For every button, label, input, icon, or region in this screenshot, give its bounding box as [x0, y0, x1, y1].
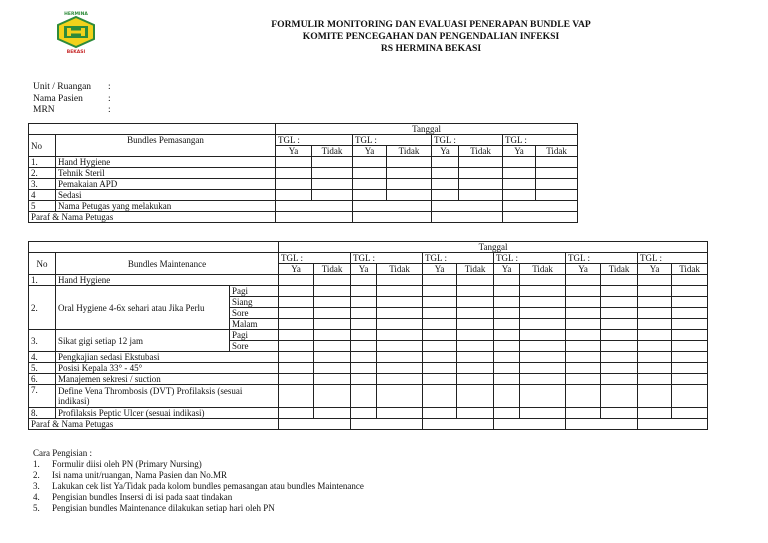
check-cell[interactable] — [536, 179, 578, 190]
tidak-header: Tidak — [312, 146, 353, 157]
check-cell[interactable] — [314, 408, 351, 419]
check-cell[interactable] — [423, 286, 457, 297]
check-cell[interactable] — [566, 275, 601, 286]
check-cell[interactable] — [494, 341, 520, 352]
check-cell[interactable] — [314, 319, 351, 330]
check-cell[interactable] — [672, 385, 708, 408]
table-row: 6. Manajemen sekresi / suction — [29, 374, 708, 385]
check-cell[interactable] — [377, 275, 423, 286]
check-cell[interactable] — [494, 319, 520, 330]
check-cell[interactable] — [312, 157, 353, 168]
check-cell[interactable] — [638, 408, 672, 419]
check-cell[interactable] — [520, 275, 566, 286]
check-cell[interactable] — [566, 308, 601, 319]
check-cell[interactable] — [351, 319, 377, 330]
list-item: 2. Isi nama unit/ruangan, Nama Pasien dan No.MR — [33, 470, 227, 480]
check-cell[interactable] — [601, 341, 638, 352]
check-cell[interactable] — [351, 286, 377, 297]
check-cell[interactable] — [314, 341, 351, 352]
check-cell[interactable] — [353, 157, 387, 168]
check-cell[interactable] — [279, 275, 314, 286]
check-cell[interactable] — [423, 408, 457, 419]
check-cell[interactable] — [314, 308, 351, 319]
paraf-label: Paraf & Nama Petugas — [29, 419, 279, 430]
check-cell[interactable] — [601, 286, 638, 297]
check-cell[interactable] — [351, 352, 377, 363]
check-cell[interactable] — [503, 190, 536, 201]
check-cell[interactable] — [351, 275, 377, 286]
check-cell[interactable] — [638, 275, 672, 286]
tgl-field[interactable]: TGL : — [351, 253, 423, 264]
table-row: 2. Tehnik Steril — [29, 168, 578, 179]
check-cell[interactable] — [423, 385, 457, 408]
check-cell[interactable] — [566, 363, 601, 374]
check-cell[interactable] — [638, 286, 672, 297]
check-cell[interactable] — [279, 319, 314, 330]
check-cell[interactable] — [494, 374, 520, 385]
paraf-cell[interactable] — [279, 419, 351, 430]
petugas-cell[interactable] — [353, 201, 432, 212]
paraf-cell[interactable] — [423, 419, 494, 430]
check-cell[interactable] — [423, 308, 457, 319]
tgl-field[interactable]: TGL : — [432, 135, 503, 146]
check-cell[interactable] — [672, 297, 708, 308]
check-cell[interactable] — [638, 374, 672, 385]
check-cell[interactable] — [601, 319, 638, 330]
check-cell[interactable] — [520, 374, 566, 385]
paraf-cell[interactable] — [432, 212, 503, 223]
paraf-cell[interactable] — [353, 212, 432, 223]
check-cell[interactable] — [423, 330, 457, 341]
check-cell[interactable] — [672, 275, 708, 286]
check-cell[interactable] — [520, 297, 566, 308]
check-cell[interactable] — [351, 297, 377, 308]
logo-bottom-text: BEKASI — [66, 50, 86, 54]
check-cell[interactable] — [351, 408, 377, 419]
check-cell[interactable] — [353, 168, 387, 179]
table-row: 3. Sikat gigi setiap 12 jam Pagi — [29, 330, 708, 341]
petugas-cell[interactable] — [432, 201, 503, 212]
tidak-header: Tidak — [377, 264, 423, 275]
tidak-header: Tidak — [314, 264, 351, 275]
table-row: Malam — [29, 319, 708, 330]
check-cell[interactable] — [377, 341, 423, 352]
check-cell[interactable] — [314, 363, 351, 374]
mrn-label: MRN — [33, 105, 55, 115]
check-cell[interactable] — [638, 385, 672, 408]
check-cell[interactable] — [377, 319, 423, 330]
check-cell[interactable] — [351, 374, 377, 385]
ya-header: Ya — [423, 264, 457, 275]
check-cell[interactable] — [279, 408, 314, 419]
mrn-field[interactable]: MRN : — [33, 105, 111, 115]
check-cell[interactable] — [377, 363, 423, 374]
check-cell[interactable] — [566, 374, 601, 385]
check-cell[interactable] — [672, 308, 708, 319]
check-cell[interactable] — [457, 363, 494, 374]
check-cell[interactable] — [601, 374, 638, 385]
tidak-header: Tidak — [601, 264, 638, 275]
logo-top-text: HERMINA — [64, 12, 88, 17]
check-cell[interactable] — [459, 168, 503, 179]
check-cell[interactable] — [457, 297, 494, 308]
check-cell[interactable] — [276, 190, 312, 201]
check-cell[interactable] — [432, 190, 459, 201]
check-cell[interactable] — [312, 168, 353, 179]
table-row: 8. Profilaksis Peptic Ulcer (sesuai indikasi) — [29, 408, 708, 419]
check-cell[interactable] — [423, 341, 457, 352]
check-cell[interactable] — [672, 352, 708, 363]
check-cell[interactable] — [566, 319, 601, 330]
ya-header: Ya — [353, 146, 387, 157]
check-cell[interactable] — [638, 308, 672, 319]
title-line-3: RS HERMINA BEKASI — [380, 43, 482, 54]
check-cell[interactable] — [566, 408, 601, 419]
check-cell[interactable] — [377, 352, 423, 363]
tidak-header: Tidak — [387, 146, 432, 157]
tgl-field[interactable]: TGL : — [503, 135, 578, 146]
ya-header: Ya — [279, 264, 314, 275]
paraf-label: Paraf & Nama Petugas — [29, 212, 276, 223]
check-cell[interactable] — [503, 179, 536, 190]
tgl-field[interactable]: TGL : — [353, 135, 432, 146]
check-cell[interactable] — [314, 352, 351, 363]
check-cell[interactable] — [351, 363, 377, 374]
table-row: 7. Define Vena Thrombosis (DVT) Profilaksis (sesuai indikasi) — [29, 385, 708, 408]
check-cell[interactable] — [494, 308, 520, 319]
check-cell[interactable] — [672, 286, 708, 297]
check-cell[interactable] — [457, 308, 494, 319]
check-cell[interactable] — [638, 297, 672, 308]
check-cell[interactable] — [601, 330, 638, 341]
check-cell[interactable] — [494, 352, 520, 363]
check-cell[interactable] — [457, 275, 494, 286]
paraf-cell[interactable] — [638, 419, 708, 430]
paraf-cell[interactable] — [351, 419, 423, 430]
paraf-cell[interactable] — [566, 419, 638, 430]
check-cell[interactable] — [377, 385, 423, 408]
patient-name-field[interactable]: Nama Pasien : — [33, 93, 111, 104]
check-cell[interactable] — [672, 341, 708, 352]
title-line-2: KOMITE PENCEGAHAN DAN PENGENDALIAN INFEKSI — [302, 31, 560, 42]
bundles-maintenance-header: Bundles Maintenance — [56, 253, 279, 275]
instructions-title: Cara Pengisian : — [33, 448, 92, 458]
check-cell[interactable] — [520, 352, 566, 363]
no-header: No — [29, 135, 56, 157]
check-cell[interactable] — [520, 330, 566, 341]
check-cell[interactable] — [503, 168, 536, 179]
check-cell[interactable] — [566, 352, 601, 363]
tgl-field[interactable]: TGL : — [279, 253, 351, 264]
paraf-cell[interactable] — [276, 212, 353, 223]
check-cell[interactable] — [494, 330, 520, 341]
check-cell[interactable] — [638, 363, 672, 374]
tgl-field[interactable]: TGL : — [566, 253, 638, 264]
check-cell[interactable] — [494, 385, 520, 408]
ya-header: Ya — [432, 146, 459, 157]
check-cell[interactable] — [351, 341, 377, 352]
check-cell[interactable] — [520, 385, 566, 408]
check-cell[interactable] — [638, 341, 672, 352]
petugas-cell[interactable] — [503, 201, 578, 212]
check-cell[interactable] — [423, 319, 457, 330]
check-cell[interactable] — [459, 179, 503, 190]
check-cell[interactable] — [601, 308, 638, 319]
check-cell[interactable] — [423, 374, 457, 385]
tanggal-header: Tanggal — [279, 242, 708, 253]
check-cell[interactable] — [536, 190, 578, 201]
check-cell[interactable] — [566, 385, 601, 408]
check-cell[interactable] — [457, 330, 494, 341]
check-cell[interactable] — [423, 363, 457, 374]
check-cell[interactable] — [457, 385, 494, 408]
list-item: 5. Pengisian bundles Maintenance dilakukan setiap hari oleh PN — [33, 503, 275, 513]
check-cell[interactable] — [423, 275, 457, 286]
check-cell[interactable] — [520, 363, 566, 374]
check-cell[interactable] — [494, 408, 520, 419]
check-cell[interactable] — [314, 385, 351, 408]
check-cell[interactable] — [494, 275, 520, 286]
title-line-1: FORMULIR MONITORING DAN EVALUASI PENERAPAN BUNDLE VAP — [271, 19, 591, 30]
check-cell[interactable] — [312, 190, 353, 201]
check-cell[interactable] — [377, 297, 423, 308]
ya-header: Ya — [351, 264, 377, 275]
paraf-cell[interactable] — [503, 212, 578, 223]
check-cell[interactable] — [566, 297, 601, 308]
check-cell[interactable] — [314, 275, 351, 286]
check-cell[interactable] — [279, 330, 314, 341]
check-cell[interactable] — [520, 286, 566, 297]
check-cell[interactable] — [520, 341, 566, 352]
check-cell[interactable] — [503, 157, 536, 168]
check-cell[interactable] — [566, 286, 601, 297]
filling-instructions — [33, 448, 364, 514]
tidak-header: Tidak — [520, 264, 566, 275]
check-cell[interactable] — [672, 330, 708, 341]
table-row: 2. Oral Hygiene 4-6x sehari atau Jika Perlu Pagi — [29, 286, 708, 297]
bundles-pemasangan-header: Bundles Pemasangan — [56, 135, 276, 157]
check-cell[interactable] — [279, 385, 314, 408]
check-cell[interactable] — [494, 286, 520, 297]
check-cell[interactable] — [351, 308, 377, 319]
hermina-logo-icon — [50, 8, 102, 54]
check-cell[interactable] — [432, 179, 459, 190]
check-cell[interactable] — [279, 374, 314, 385]
table-row: 4. Pengkajian sedasi Ekstubasi — [29, 352, 708, 363]
check-cell[interactable] — [314, 374, 351, 385]
check-cell[interactable] — [638, 352, 672, 363]
bundles-pemasangan-table — [28, 123, 578, 223]
tidak-header: Tidak — [459, 146, 503, 157]
check-cell[interactable] — [457, 352, 494, 363]
check-cell[interactable] — [601, 275, 638, 286]
check-cell[interactable] — [351, 385, 377, 408]
list-item: 4. Pengisian bundles Insersi di isi pada saat tindakan — [33, 492, 233, 502]
tidak-header: Tidak — [457, 264, 494, 275]
check-cell[interactable] — [377, 330, 423, 341]
paraf-row — [29, 419, 708, 430]
no-header: No — [29, 253, 56, 275]
check-cell[interactable] — [314, 286, 351, 297]
paraf-row — [29, 212, 578, 223]
check-cell[interactable] — [432, 157, 459, 168]
table-row: Sore — [29, 308, 708, 319]
patient-name-label: Nama Pasien — [33, 93, 83, 104]
check-cell[interactable] — [312, 179, 353, 190]
tgl-field[interactable]: TGL : — [494, 253, 566, 264]
check-cell[interactable] — [314, 330, 351, 341]
check-cell[interactable] — [457, 408, 494, 419]
form-title — [200, 19, 662, 55]
check-cell[interactable] — [601, 385, 638, 408]
check-cell[interactable] — [279, 363, 314, 374]
check-cell[interactable] — [387, 190, 432, 201]
check-cell[interactable] — [494, 297, 520, 308]
check-cell[interactable] — [459, 157, 503, 168]
check-cell[interactable] — [601, 297, 638, 308]
check-cell[interactable] — [536, 157, 578, 168]
check-cell[interactable] — [672, 408, 708, 419]
list-item: 1. Formulir diisi oleh PN (Primary Nursing) — [33, 459, 202, 469]
check-cell[interactable] — [566, 330, 601, 341]
check-cell[interactable] — [672, 374, 708, 385]
ya-header: Ya — [494, 264, 520, 275]
check-cell[interactable] — [672, 319, 708, 330]
check-cell[interactable] — [279, 352, 314, 363]
patient-info — [33, 82, 111, 117]
check-cell[interactable] — [276, 179, 312, 190]
check-cell[interactable] — [494, 363, 520, 374]
check-cell[interactable] — [377, 308, 423, 319]
tgl-field[interactable]: TGL : — [276, 135, 353, 146]
check-cell[interactable] — [387, 168, 432, 179]
petugas-cell[interactable] — [276, 201, 353, 212]
check-cell[interactable] — [457, 286, 494, 297]
check-cell[interactable] — [377, 374, 423, 385]
check-cell[interactable] — [351, 330, 377, 341]
check-cell[interactable] — [638, 330, 672, 341]
check-cell[interactable] — [638, 319, 672, 330]
check-cell[interactable] — [387, 157, 432, 168]
unit-field[interactable]: Unit / Ruangan : — [33, 82, 111, 92]
check-cell[interactable] — [457, 341, 494, 352]
check-cell[interactable] — [566, 341, 601, 352]
check-cell[interactable] — [601, 408, 638, 419]
table-row: Siang — [29, 297, 708, 308]
check-cell[interactable] — [536, 168, 578, 179]
check-cell[interactable] — [601, 352, 638, 363]
table-row: 1. Hand Hygiene — [29, 275, 708, 286]
check-cell[interactable] — [423, 297, 457, 308]
check-cell[interactable] — [314, 297, 351, 308]
check-cell[interactable] — [672, 363, 708, 374]
table-row: 4 Sedasi — [29, 190, 578, 201]
ya-header: Ya — [276, 146, 312, 157]
check-cell[interactable] — [279, 341, 314, 352]
table-row: 5. Posisi Kepala 33° - 45° — [29, 363, 708, 374]
check-cell[interactable] — [353, 190, 387, 201]
ya-header: Ya — [503, 146, 536, 157]
check-cell[interactable] — [279, 297, 314, 308]
tgl-field[interactable]: TGL : — [423, 253, 494, 264]
table-row: Sore — [29, 341, 708, 352]
tidak-header: Tidak — [672, 264, 708, 275]
check-cell[interactable] — [601, 363, 638, 374]
table-row: 1. Hand Hygiene — [29, 157, 578, 168]
check-cell[interactable] — [377, 286, 423, 297]
check-cell[interactable] — [457, 374, 494, 385]
bundles-maintenance-table — [28, 241, 708, 430]
check-cell[interactable] — [520, 319, 566, 330]
check-cell[interactable] — [457, 319, 494, 330]
tanggal-header: Tanggal — [276, 124, 578, 135]
check-cell[interactable] — [276, 157, 312, 168]
check-cell[interactable] — [387, 179, 432, 190]
check-cell[interactable] — [276, 168, 312, 179]
unit-label: Unit / Ruangan — [33, 82, 92, 92]
check-cell[interactable] — [353, 179, 387, 190]
check-cell[interactable] — [520, 408, 566, 419]
check-cell[interactable] — [279, 286, 314, 297]
tgl-field[interactable]: TGL : — [638, 253, 708, 264]
ya-header: Ya — [638, 264, 672, 275]
check-cell[interactable] — [459, 190, 503, 201]
table-row: 5 Nama Petugas yang melakukan — [29, 201, 578, 212]
check-cell[interactable] — [432, 168, 459, 179]
table-row: 3. Pemakaian APD — [29, 179, 578, 190]
check-cell[interactable] — [377, 408, 423, 419]
check-cell[interactable] — [520, 308, 566, 319]
list-item: 3. Lakukan cek list Ya/Tidak pada kolom bundles pemasangan atau bundles Maintenance — [33, 481, 364, 491]
check-cell[interactable] — [279, 308, 314, 319]
ya-header: Ya — [566, 264, 601, 275]
paraf-cell[interactable] — [494, 419, 566, 430]
tidak-header: Tidak — [536, 146, 578, 157]
check-cell[interactable] — [423, 352, 457, 363]
